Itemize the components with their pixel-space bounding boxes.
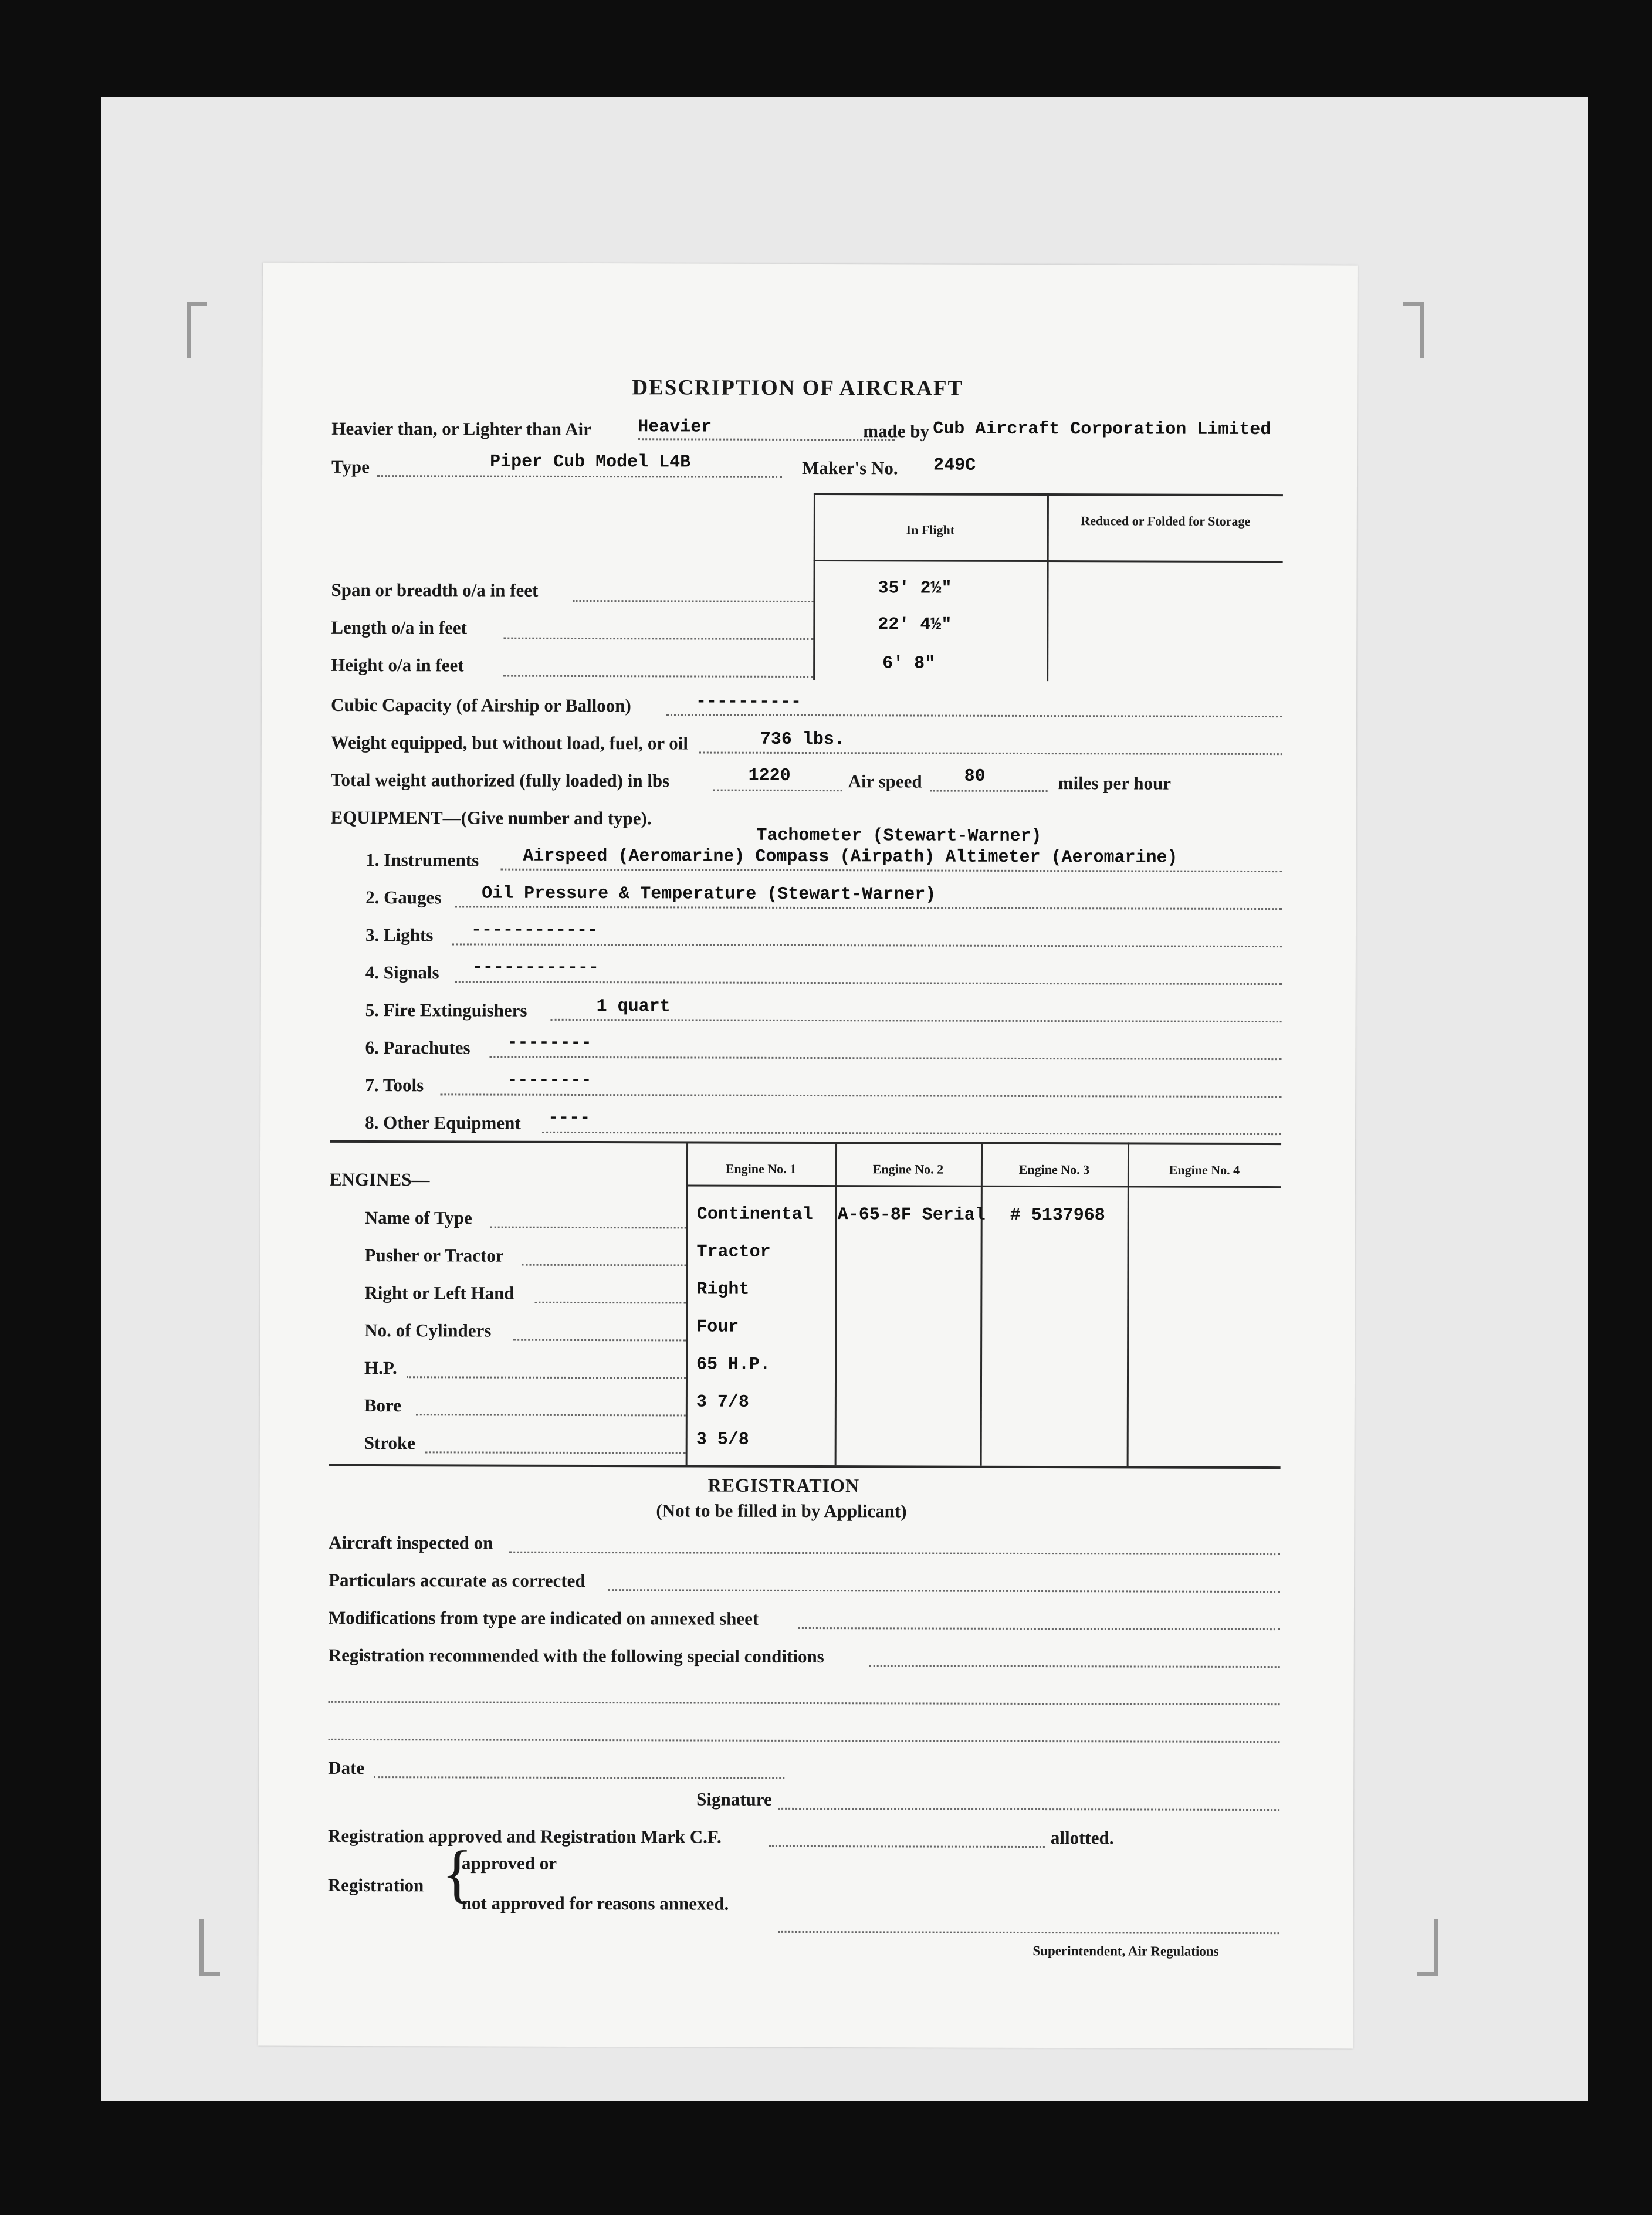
type-label: Type [331,456,370,477]
type-value: Piper Cub Model L4B [490,452,691,473]
weight-equipped-value: 736 lbs. [760,729,845,750]
form-sheet [258,263,1358,2049]
crop-mark-top-left [187,302,207,358]
total-weight-value: 1220 [748,766,791,786]
heavier-label: Heavier than, or Lighter than Air [331,418,591,440]
hp-label: H.P. [364,1357,397,1379]
length-value: 22' 4½" [878,615,952,635]
tools-label: 7. Tools [365,1075,424,1096]
registration-title: REGISTRATION [707,1474,860,1496]
other-equipment-value: ---- [548,1108,591,1129]
hp-value: 65 H.P. [696,1354,771,1375]
signature-label: Signature [696,1789,772,1810]
engines-header: ENGINES— [329,1169,430,1190]
recommended-label: Registration recommended with the following special conditions [328,1644,824,1667]
length-label: Length o/a in feet [331,617,468,638]
modifications-label: Modifications from type are indicated on annexed sheet [328,1607,759,1629]
tools-value: -------- [507,1070,592,1091]
registration-brace: { [441,1837,473,1909]
airspeed-unit: miles per hour [1058,773,1172,794]
form-title: DESCRIPTION OF AIRCRAFT [632,375,964,401]
crop-mark-bottom-left [199,1919,220,1976]
instruments-label: 1. Instruments [365,849,479,871]
airspeed-label: Air speed [848,771,922,792]
registration-label: Registration [327,1874,424,1896]
span-label: Span or breadth o/a in feet [331,579,539,601]
parachutes-value: -------- [507,1032,592,1054]
heavier-value: Heavier [638,417,712,438]
in-flight-header: In Flight [906,522,955,537]
engine-3-name-value: # 5137968 [1010,1205,1105,1226]
bore-label: Bore [364,1395,402,1416]
signals-value: ------------ [472,957,599,978]
not-approved-label: not approved for reasons annexed. [461,1892,729,1914]
bore-value: 3 7/8 [696,1392,749,1413]
pusher-tractor-label: Pusher or Tractor [364,1245,504,1266]
superintendent-label: Superintendent, Air Regulations [1032,1943,1219,1959]
allotted-label: allotted. [1050,1827,1114,1848]
other-equipment-label: 8. Other Equipment [365,1112,521,1133]
lights-value: ------------ [470,920,598,941]
engine-no-2-header: Engine No. 2 [872,1161,944,1177]
equipment-header: EQUIPMENT—(Give number and type). [330,807,652,829]
registration-subtitle: (Not to be filled in by Applicant) [656,1500,907,1522]
stroke-value: 3 5/8 [696,1430,749,1450]
reduced-header: Reduced or Folded for Storage [1081,513,1251,529]
particulars-label: Particulars accurate as corrected [329,1569,585,1591]
parachutes-label: 6. Parachutes [365,1037,470,1058]
engine-no-4-header: Engine No. 4 [1169,1162,1240,1177]
instruments-value: Airspeed (Aeromarine) Compass (Airpath) Altimeter (Aeromarine) [523,846,1178,868]
makers-no-value: 249C [933,455,976,476]
engine-name-label: Name of Type [364,1207,472,1228]
makers-no-label: Maker's No. [802,457,898,479]
tachometer-value: Tachometer (Stewart-Warner) [756,825,1042,847]
weight-equipped-label: Weight equipped, but without load, fuel, or oil [330,731,689,754]
inspected-label: Aircraft inspected on [329,1532,493,1553]
gauges-value: Oil Pressure & Temperature (Stewart-Warner) [482,883,936,905]
pusher-tractor-value: Tractor [696,1242,771,1262]
crop-mark-top-right [1403,302,1424,358]
fire-extinguishers-value: 1 quart [596,997,671,1017]
approved-mark-label: Registration approved and Registration Mark C.F. [327,1825,722,1847]
approved-or-label: approved or [461,1852,557,1874]
lights-label: 3. Lights [365,924,434,946]
total-weight-label: Total weight authorized (fully loaded) in lbs [330,769,670,791]
height-value: 6' 8" [882,653,936,674]
date-label: Date [328,1757,365,1779]
cylinders-label: No. of Cylinders [364,1320,492,1341]
gauges-label: 2. Gauges [365,887,442,908]
engine-1-name-value: Continental [696,1204,813,1225]
engine-no-3-header: Engine No. 3 [1018,1161,1090,1177]
made-by-label: made by [863,421,930,442]
stroke-label: Stroke [364,1432,416,1454]
crop-mark-bottom-right [1417,1919,1438,1976]
airspeed-value: 80 [964,766,986,787]
hand-value: Right [696,1279,750,1300]
cubic-capacity-label: Cubic Capacity (of Airship or Balloon) [330,694,631,716]
engine-no-1-header: Engine No. 1 [725,1161,797,1176]
fire-extinguishers-label: 5. Fire Extinguishers [365,1000,527,1021]
cylinders-value: Four [696,1317,739,1337]
height-label: Height o/a in feet [331,654,464,676]
engine-2-name-value: A-65-8F Serial [837,1205,986,1225]
hand-label: Right or Left Hand [364,1282,514,1303]
span-value: 35' 2½" [878,578,952,599]
signals-label: 4. Signals [365,962,439,983]
made-by-value: Cub Aircraft Corporation Limited [933,419,1271,441]
cubic-capacity-value: ---------- [695,692,802,712]
